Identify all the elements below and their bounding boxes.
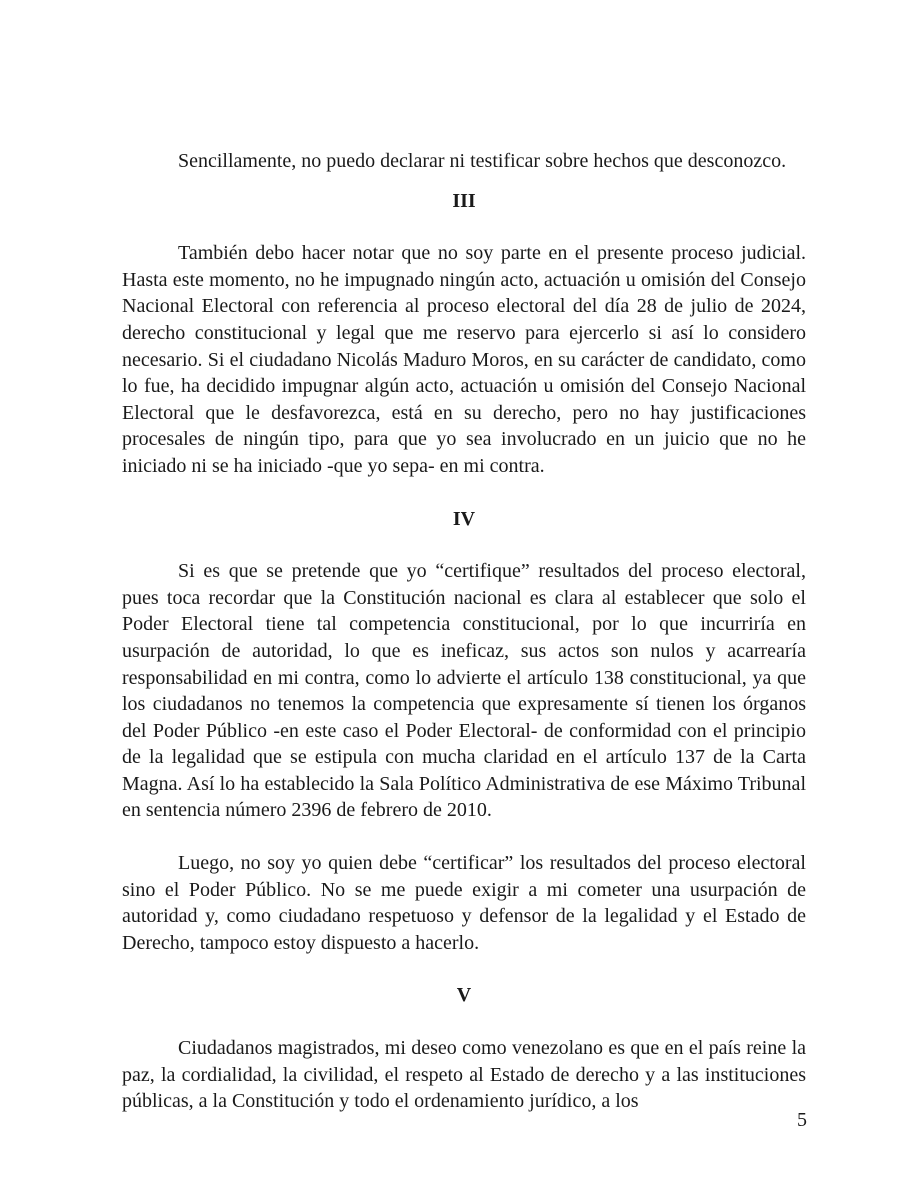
section-v-paragraph-1: Ciudadanos magistrados, mi deseo como venezolano es que en el país reine la paz, la cordialidad, la civilidad, el respeto al Estado de derecho y a las instituciones públicas, a la Constitución y todo el ordenamiento jurídico, a los — [122, 1037, 806, 1113]
section-iv-paragraph-2: Luego, no soy yo quien debe “certificar” los resultados del proceso electoral sino el Poder Público. No se me puede exigir a mi cometer una usurpación de autoridad y, como ciudadano respetuoso y defensor de la legalidad y el Estado de Derecho, tampoco estoy dispuesto a hacerlo. — [122, 852, 806, 954]
intro-paragraph: Sencillamente, no puedo declarar ni testificar sobre hechos que desconozco. — [178, 150, 787, 172]
section-heading-v: V — [456, 984, 472, 1007]
section-heading-iv: IV — [452, 507, 476, 530]
section-iv-paragraph-1: Si es que se pretende que yo “certifique” resultados del proceso electoral, pues toca recordar que la Constitución nacional es clara al establecer que solo el Poder Electoral tiene tal competencia constitucional, por lo que incurriría en usurpación de autoridad, lo que es ineficaz, sus actos son nulos y acarrearía responsabilidad en mi contra, como lo advierte el artículo 138 constitucional, ya que los ciudadanos no tenemos la competencia que expresamente sí tienen los órganos del Poder Público -en este caso el Poder Electoral- de conformidad con el principio de la legalidad que se estipula con mucha claridad en el artículo 137 de la Carta Magna. Así lo ha establecido la Sala Político Administrativa de ese Máximo Tribunal en sentencia número 2396 de febrero de 2010. — [122, 560, 806, 822]
page-number: 5 — [797, 1109, 807, 1131]
document-body — [122, 148, 806, 1115]
section-iii-paragraph-1: También debo hacer notar que no soy parte en el presente proceso judicial. Hasta este momento, no he impugnado ningún acto, actuación u omisión del Consejo Nacional Electoral con referencia al proceso electoral del día 28 de julio de 2024, derecho constitucional y legal que me reservo para ejercerlo si así lo considero necesario. Si el ciudadano Nicolás Maduro Moros, en su carácter de candidato, como lo fue, ha decidido impugnar algún acto, actuación u omisión del Consejo Nacional Electoral que le desfavorezca, está en su derecho, pero no hay justificaciones procesales de ningún tipo, para que yo sea involucrado en un juicio que no he iniciado ni se ha iniciado -que yo sepa- en mi contra. — [122, 242, 806, 477]
section-heading-iii: III — [452, 189, 476, 212]
